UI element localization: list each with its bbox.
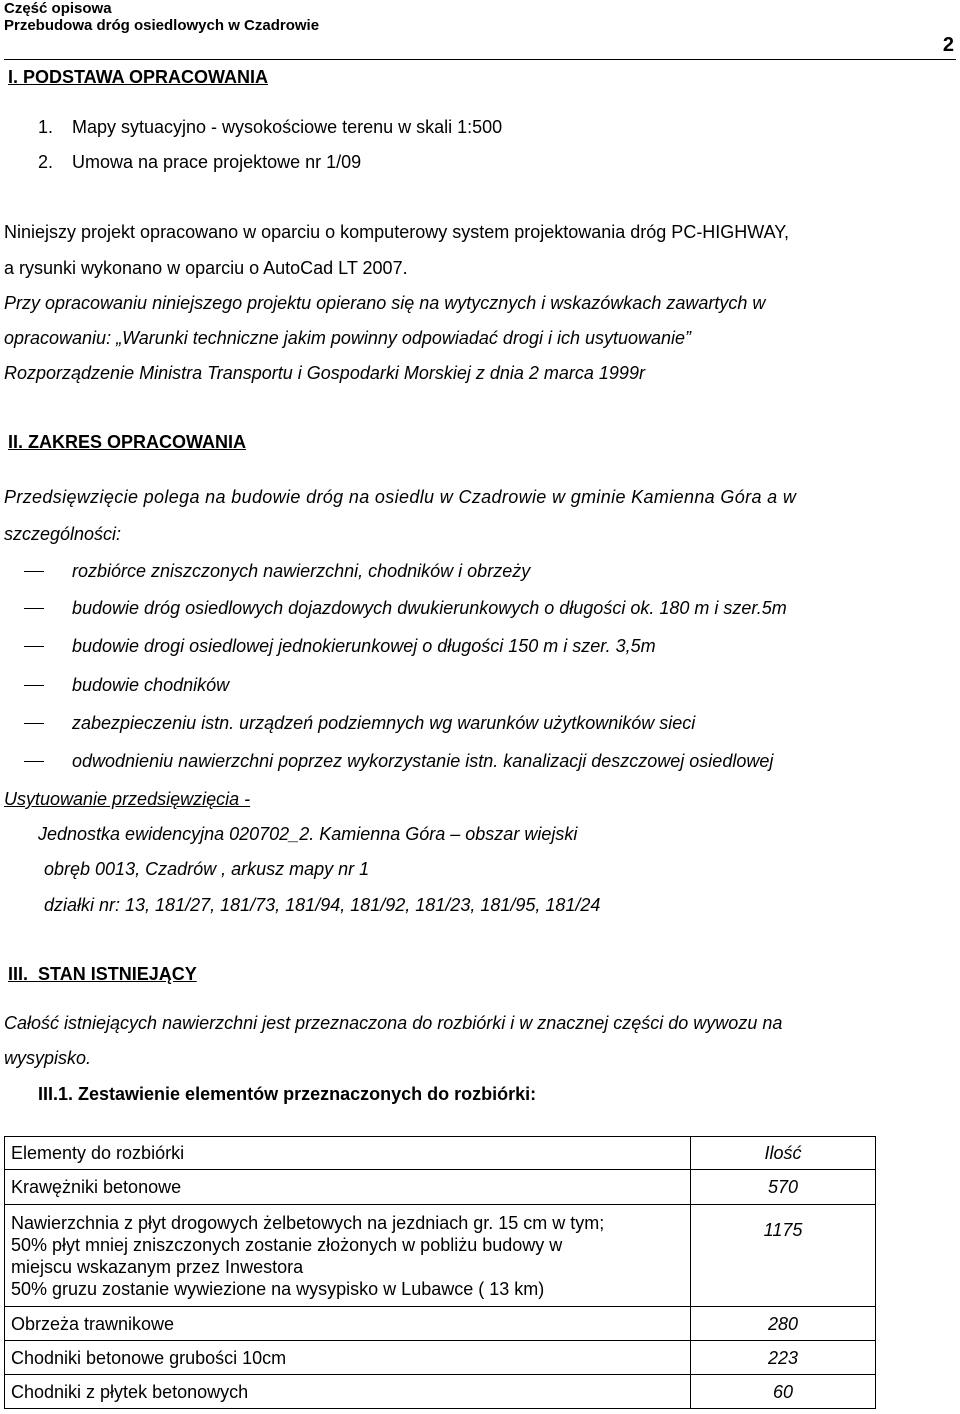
table-row (5, 1375, 876, 1409)
table-cell-element: Obrzeża trawnikowe (5, 1307, 691, 1341)
section-1-title: I. PODSTAWA OPRACOWANIA (8, 67, 269, 87)
scope-intro-line1: Przedsięwzięcie polega na budowie dróg na osiedlu w Czadrowie w gminie Kamienna Góra a w (4, 487, 797, 507)
list-item-text: Umowa na prace projektowe nr 1/09 (72, 152, 362, 172)
bullet-dash (24, 571, 44, 572)
scope-intro-line2: szczególności: (4, 524, 122, 544)
table-cell-line: 50% płyt mniej zniszczonych zostanie złożonych w pobliżu budowy w (11, 1234, 563, 1255)
header-project-title: Przebudowa dróg osiedlowych w Czadrowie (4, 17, 320, 34)
section-2-title: II. ZAKRES OPRACOWANIA (8, 432, 247, 452)
location-title: Usytuowanie przedsięwzięcia - (4, 789, 251, 809)
table-cell-qty: 1175 (691, 1205, 876, 1307)
list-item (38, 116, 502, 138)
table-cell-qty: 570 (691, 1170, 876, 1205)
table-row (5, 1205, 876, 1307)
table-cell-element: Chodniki betonowe grubości 10cm (5, 1341, 691, 1375)
location-line: Jednostka ewidencyjna 020702_2. Kamienna Góra – obszar wiejski (38, 824, 578, 844)
table-header-qty: Ilość (691, 1137, 876, 1170)
table-cell-line: 50% gruzu zostanie wywiezione na wysypisko w Lubawce ( 13 km) (11, 1278, 545, 1299)
page-number: 2 (942, 34, 954, 56)
existing-state-line2: wysypisko. (4, 1048, 92, 1068)
section-3-title (8, 963, 197, 985)
table-cell-element: Chodniki z płytek betonowych (5, 1375, 691, 1409)
bullet-dash (24, 608, 44, 609)
bullet-dash (24, 761, 44, 762)
section-3-text: STAN ISTNIEJĄCY (38, 964, 197, 984)
list-item-number: 2. (38, 152, 54, 172)
table-cell-line: miejscu wskazanym przez Inwestora (11, 1256, 304, 1277)
table-cell-qty: 223 (691, 1341, 876, 1375)
list-item-number: 1. (38, 117, 54, 137)
scope-bullet: odwodnieniu nawierzchni poprzez wykorzystanie istn. kanalizacji deszczowej osiedlowej (72, 751, 774, 771)
location-line: działki nr: 13, 181/27, 181/73, 181/94, 181/92, 181/23, 181/95, 181/24 (44, 895, 601, 915)
scope-bullet: rozbiórce zniszczonych nawierzchni, chodników i obrzeży (72, 561, 531, 581)
table-row (5, 1170, 876, 1205)
paragraph-software-line1: Niniejszy projekt opracowano w oparciu o komputerowy system projektowania dróg PC-HIGHWAY, (4, 222, 789, 242)
scope-bullet: zabezpieczeniu istn. urządzeń podziemnych wg warunków użytkowników sieci (72, 713, 696, 733)
list-item-text: Mapy sytuacyjno - wysokościowe terenu w skali 1:500 (72, 117, 503, 137)
table-cell-line: Nawierzchnia z płyt drogowych żelbetowych na jezdniach gr. 15 cm w tym; (11, 1212, 605, 1233)
existing-state-line1: Całość istniejących nawierzchni jest przeznaczona do rozbiórki i w znacznej części do wywozu na (4, 1013, 783, 1033)
table-cell-element (5, 1205, 691, 1307)
bullet-dash (24, 646, 44, 647)
table-header-element: Elementy do rozbiórki (5, 1137, 691, 1170)
table-header-row (5, 1137, 876, 1170)
paragraph-guidelines-line1: Przy opracowaniu niniejszego projektu opierano się na wytycznych i wskazówkach zawartych w (4, 293, 766, 313)
list-item (38, 151, 361, 173)
header-rule (4, 59, 956, 60)
table-row (5, 1307, 876, 1341)
table-cell-qty: 60 (691, 1375, 876, 1409)
header-doc-part: Część opisowa (4, 0, 112, 17)
bullet-dash (24, 685, 44, 686)
paragraph-software-line2: a rysunki wykonano w oparciu o AutoCad LT 2007. (4, 258, 408, 278)
section-3-1-title: III.1. Zestawienie elementów przeznaczonych do rozbiórki: (38, 1084, 537, 1104)
scope-bullet: budowie chodników (72, 675, 230, 695)
paragraph-guidelines-line3: Rozporządzenie Ministra Transportu i Gospodarki Morskiej z dnia 2 marca 1999r (4, 363, 645, 383)
section-3-number: III. (8, 964, 29, 984)
table-cell-qty: 280 (691, 1307, 876, 1341)
table-row (5, 1341, 876, 1375)
location-line: obręb 0013, Czadrów , arkusz mapy nr 1 (44, 859, 370, 879)
table-cell-element: Krawężniki betonowe (5, 1170, 691, 1205)
demolition-table (4, 1136, 876, 1409)
scope-bullet: budowie dróg osiedlowych dojazdowych dwukierunkowych o długości ok. 180 m i szer.5m (72, 598, 787, 618)
paragraph-guidelines-line2: opracowaniu: „Warunki techniczne jakim powinny odpowiadać drogi i ich usytuowanie” (4, 328, 692, 348)
scope-bullet: budowie drogi osiedlowej jednokierunkowej o długości 150 m i szer. 3,5m (72, 636, 656, 656)
bullet-dash (24, 723, 44, 724)
